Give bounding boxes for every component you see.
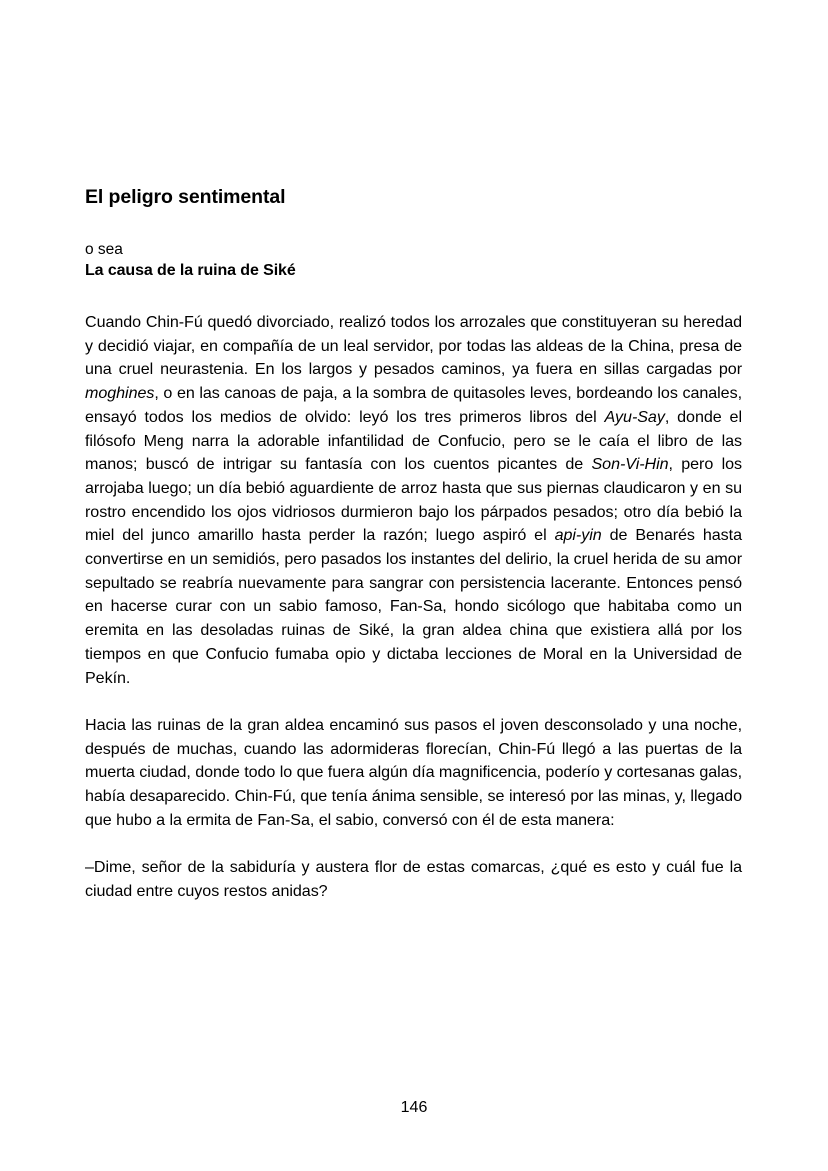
body-text: [85, 311, 742, 904]
emphasis-term: Son-Vi-Hin: [591, 455, 669, 474]
emphasis-term: moghines: [85, 384, 155, 403]
subtitle-main: La causa de la ruina de Siké: [85, 262, 296, 279]
subtitle-lead: o sea: [85, 241, 123, 258]
page-title: El peligro sentimental: [85, 186, 286, 208]
paragraph-3: –Dime, señor de la sabiduría y austera flor de estas comarcas, ¿qué es esto y cuál fue la ciudad entre cuyos restos anidas?: [85, 858, 742, 900]
page-content: [85, 185, 742, 904]
emphasis-term: api-yin: [554, 526, 602, 545]
paragraph-2: Hacia las ruinas de la gran aldea encaminó sus pasos el joven desconsolado y una noche, después de muchas, cuando las adormideras florecían, Chin-Fú llegó a las puertas de la muerta ciudad, donde todo lo que fuera algún día magnificencia, poderío y cortesanas galas, había desaparecido. Chin-Fú, que tenía ánima sensible, se interesó por las minas, y, llegado que hubo a la ermita de Fan-Sa, el sabio, conversó con él de esta manera:: [85, 715, 742, 829]
emphasis-term: Ayu-Say: [604, 407, 665, 426]
subtitle-block: [85, 239, 742, 282]
paragraph-1: Cuando Chin-Fú quedó divorciado, realizó todos los arrozales que constituyeran su heredad y decidió viajar, en compañía de un leal servidor, por todas las aldeas de la China, presa de una cruel neurastenia. En los largos y pesados caminos, ya fuera en sillas cargadas por moghines, o en las canoas de paja, a la sombra de quitasoles leves, bordeando los canales, ensayó todos los medios de olvido: leyó los tres primeros libros del Ayu-Say, donde el filósofo Meng narra la adorable infantilidad de Confucio, pero se le caía el libro de las manos; buscó de intrigar su fantasía con los cuentos picantes de Son-Vi-Hin, pero los arrojaba luego; un día bebió aguardiente de arroz hasta que sus piernas claudicaron y en su rostro encendido los ojos vidriosos durmieron bajo los párpados pesados; otro día bebió la miel del junco amarillo hasta perder la razón; luego aspiró el api-yin de Benarés hasta convertirse en un semidiós, pero pasados los instantes del delirio, la cruel herida de su amor sepultado se reabría nuevamente para sangrar con persistencia lacerante. Entonces pensó en hacerse curar con un sabio famoso, Fan-Sa, hondo sicólogo que habitaba como un eremita en las desoladas ruinas de Siké, la gran aldea china que existiera allá por los tiempos en que Confucio fumaba opio y dictaba lecciones de Moral en la Universidad de Pekín.: [85, 313, 743, 687]
page-number: 146: [400, 1099, 428, 1116]
